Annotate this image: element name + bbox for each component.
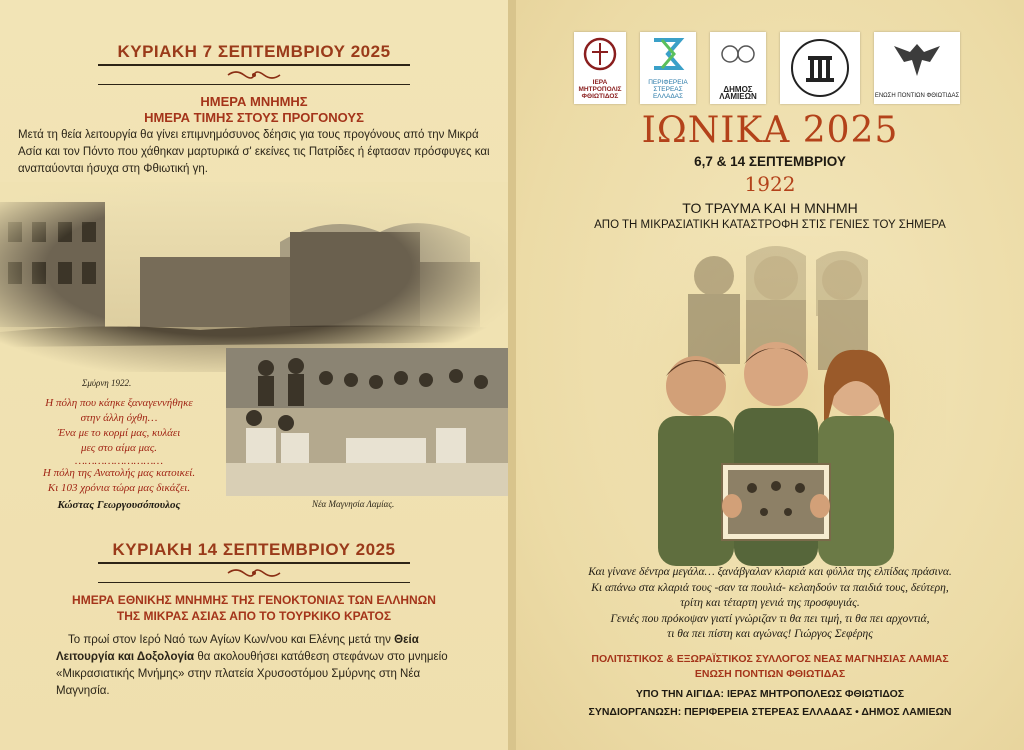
page-gutter	[508, 0, 516, 750]
quote-line-1: Και γίνανε δέντρα μεγάλα… ξανάβγαλαν κλαριά και φύλλα της ελπίδας πράσινα.	[588, 566, 952, 578]
poem-line-6: Κι 103 χρόνια τώρα μας δικάζει.	[47, 482, 191, 494]
logo-region: ΠΕΡΙΦΕΡΕΙΑ ΣΤΕΡΕΑΣ ΕΛΛΑΔΑΣ	[640, 32, 696, 104]
poem-line-4: μες στο αίμα μας.	[80, 442, 158, 454]
poem-dots: ………………………	[74, 455, 164, 467]
aegis-line: ΥΠΟ ΤΗΝ ΑΙΓΙΔΑ: ΙΕΡΑΣ ΜΗΤΡΟΠΟΛΕΩΣ ΦΘΙΩΤΙΔΟΣ	[635, 688, 905, 700]
sunday2-title-1: ΗΜΕΡΑ ΕΘΝΙΚΗΣ ΜΝΗΜΗΣ ΤΗΣ ΓΕΝΟΚΤΟΝΙΑΣ ΤΩΝ ΕΛΛΗΝΩΝ	[72, 593, 436, 607]
organizer-pontion: ΕΝΩΣΗ ΠΟΝΤΙΩΝ ΦΘΙΩΤΙΔΑΣ	[694, 668, 846, 680]
event-title: ΙΩΝΙΚΑ 2025	[641, 110, 899, 151]
organizer-syllogos: ΠΟΛΙΤΙΣΤΙΚΟΣ & ΕΞΩΡΑΪΣΤΙΚΟΣ ΣΥΛΛΟΓΟΣ ΝΕΑΣ ΜΑΓΝΗΣΙΑΣ ΛΑΜΙΑΣ	[591, 653, 949, 665]
dimos-logo-icon	[710, 32, 766, 78]
divider	[98, 582, 410, 583]
poem-author: Κώστας Γεωργουσόπουλος	[57, 499, 181, 511]
quote-line-2: Κι απάνω στα κλαριά τους -σαν τα πουλιά- κελαηδούν τα παιδιά τους, δεύτερη,	[591, 581, 949, 594]
caption-smyrna: Σμύρνη 1922.	[82, 378, 132, 388]
divider	[98, 64, 410, 66]
smyrna-1922-photo	[0, 182, 508, 372]
metropolis-emblem-icon	[574, 32, 626, 78]
subtitle-trauma: ΤΟ ΤΡΑΥΜΑ ΚΑΙ Η ΜΝΗΜΗ	[682, 200, 858, 216]
family-illustration	[606, 236, 946, 566]
sunday1-text: Μετά τη θεία λειτουργία θα γίνει επιμνημόσυνος δέησις για τους προγόνους από την Μικρά Ασία και τον Πόντο που χάθηκαν μαρτυρικά σ' εκείνες τις Πατρίδες ή έφτασαν πρόσφυγες και αναπαύονται ήσυχα στη Φθιωτική γη.	[18, 129, 490, 175]
logo-pontion: ΕΝΩΣΗ ΠΟΝΤΙΩΝ ΦΘΙΩΤΙΔΑΣ	[874, 32, 960, 104]
syllogos-emblem-icon	[780, 32, 860, 104]
region-logo-icon	[640, 32, 696, 78]
caption-nea-magnesia: Νέα Μαγνησία Λαμίας.	[312, 499, 395, 509]
poem-line-3: Ένα με το κορμί μας, κυλάει	[57, 427, 181, 439]
logo-dimos: ΔΗΜΟΣ ΛΑΜΙΕΩΝ	[710, 32, 766, 104]
quote-line-3: τρίτη και τέταρτη γενιά της προσφυγιάς.	[680, 597, 860, 609]
quote-line-5: τι θα πει πίστη και αγώνας! Γιώργος Σεφέρης	[667, 628, 873, 640]
coorganizer-line: ΣΥΝΔΙΟΡΓΑΝΩΣΗ: ΠΕΡΙΦΕΡΕΙΑ ΣΤΕΡΕΑΣ ΕΛΛΑΔΑΣ • ΔΗΜΟΣ ΛΑΜΙΕΩΝ	[588, 706, 952, 718]
right-page	[516, 0, 1024, 750]
event-dates: 6,7 & 14 ΣΕΠΤΕΜΒΡΙΟΥ	[694, 154, 846, 169]
sunday2-text: Το πρωί στον Ιερό Ναό των Αγίων Κων/νου και Ελένης μετά την Θεία Λειτουργία και Δοξολογία θα ακολουθήσει κατάθεση στεφάνων στο μνημείο «Μικρασιατικής Μνήμης» στην πλατεία Χρυσοστόμου Σμύρνης στη Νέα Μαγνησία.	[56, 634, 448, 697]
eagle-emblem-icon	[874, 32, 960, 84]
sunday1-date: ΚΥΡΙΑΚΗ 7 ΣΕΠΤΕΜΒΡΙΟΥ 2025	[117, 42, 391, 61]
divider	[98, 84, 410, 85]
ornament-icon	[224, 566, 284, 580]
poem-line-1: Η πόλη που κάηκε ξαναγεννήθηκε	[45, 397, 193, 409]
quote-line-4: Γενιές που πρόκοψαν γιατί γνώριζαν τι θα πει τιμή, τι θα πει αρχοντιά,	[610, 612, 930, 625]
seferis-quote	[516, 565, 1024, 643]
poem-line-5: Η πόλη της Ανατολής μας κατοικεί.	[42, 467, 196, 479]
sunday1-title-2: ΗΜΕΡΑ ΤΙΜΗΣ ΣΤΟΥΣ ΠΡΟΓΟΝΟΥΣ	[144, 110, 364, 125]
logo-metropolis: ΙΕΡΑ ΜΗΤΡΟΠΟΛΙΣ ΦΘΙΩΤΙΔΟΣ	[574, 32, 626, 104]
event-year: 1922	[744, 172, 796, 196]
ornament-icon	[224, 68, 284, 82]
subtitle-generations: ΑΠΟ ΤΗ ΜΙΚΡΑΣΙΑΤΙΚΗ ΚΑΤΑΣΤΡΟΦΗ ΣΤΙΣ ΓΕΝΙΕΣ ΤΟΥ ΣΗΜΕΡΑ	[594, 219, 946, 231]
divider	[98, 562, 410, 564]
sunday2-title-2: ΤΗΣ ΜΙΚΡΑΣ ΑΣΙΑΣ ΑΠΟ ΤΟ ΤΟΥΡΚΙΚΟ ΚΡΑΤΟΣ	[116, 609, 392, 623]
sunday1-title-1: ΗΜΕΡΑ ΜΝΗΜΗΣ	[200, 94, 308, 109]
sunday2-date: ΚΥΡΙΑΚΗ 14 ΣΕΠΤΕΜΒΡΙΟΥ 2025	[112, 540, 396, 559]
nea-magnesia-photo	[226, 348, 508, 496]
left-page	[0, 0, 508, 750]
logo-syllogos	[780, 32, 860, 104]
poem-line-2: στην άλλη όχθη…	[80, 412, 158, 424]
